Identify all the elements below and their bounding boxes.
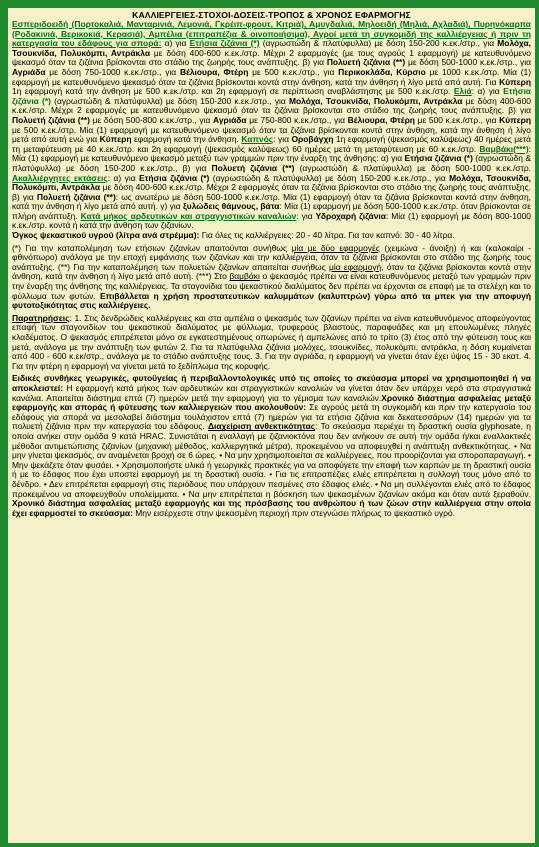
weed-xylodeis: ξυλώδεις θάμνους, βάτα: [183, 201, 280, 212]
weed-annual: Ετήσια ζιζάνια (*): [404, 153, 473, 164]
notes-section: [12, 244, 531, 311]
weed-kyperi: Κύπερη: [499, 114, 531, 125]
weed-agriada: Αγριάδα: [213, 114, 247, 125]
text: 1η εφαρμογή κατά την άνθηση με 500 κ.εκ./στρ. και 2η εφαρμογή σε περίπτωση αναβλάστησης με 500 κ.εκ./στρ.: [12, 86, 454, 97]
text: με δόση 500-1000 κ.εκ./στρ., για: [405, 57, 531, 68]
text: με δόση 750-1000 κ.εκ./στρ., για: [45, 66, 180, 77]
weed-names: Μολόχα, Τσουκνίδα, Πολυκόμπι, Αντράκλα: [12, 38, 531, 58]
text: , όταν τα ζιζάνια βρίσκονται κοντά στην άνθηση, κατά την άνθηση ή λίγο μετά από αυτή. (***) Στο: [12, 261, 531, 282]
text: (αγρωστώδη & πλατύφυλλα) με δόση 150-200 κ.εκ./στρ., για: [259, 38, 498, 49]
text: Μην εισέρχεστε στην ψεκασμένη περιοχή πριν στεγνώσει πλήρως το ψεκαστικό υγρό.: [132, 507, 455, 518]
weed-kyperi: Κύπερη: [499, 76, 531, 87]
crop-akalliergites: Ακαλλιέργητες εκτάσεις: [12, 172, 108, 183]
text: (αγρωστώδη & πλατύφυλλα) με δόση 150-200 κ.εκ./στρ., για: [50, 95, 289, 106]
text: α) για: [161, 38, 190, 49]
weed-perennial: Πολυετή ζιζάνια (**): [211, 162, 295, 173]
text: : ως ανωτέρω με δόση 500-1000 κ.εκ./στρ. Μία (1) εφαρμογή όταν τα ζιζάνια βρίσκονται κοντά στην άνθηση, κατά την άνθηση ή λίγο μετά από αυτή. γ) για: [12, 191, 531, 212]
text: (αγρωστώδη & πλατύφυλλα) με δόση 150-200 κ.εκ./στρ., για: [209, 172, 450, 183]
text: : Μία (1) εφαρμογή με κατευθυνόμενο ψεκασμό μεταξύ των γραμμών πριν την έναρξη της άνθησης: α) για: [12, 143, 531, 164]
weed-perennial: Πολυετή ζιζάνια (**): [36, 191, 116, 202]
text: : Μία (1) εφαρμογή με δόση 800-1000 κ.εκ./στρ. κοντά ή κατά την άνθηση των ζιζανίων.: [12, 210, 531, 231]
page-title: ΚΑΛΛΙΕΡΓΕΙΕΣ-ΣΤΟΧΟΙ-ΔΟΣΕΙΣ-ΤΡΟΠΟΣ & ΧΡΟΝΟΣ ΕΦΑΡΜΟΓΗΣ: [132, 10, 411, 20]
text: : Το σκεύασμα περιέχει τη δραστική ουσία glyphosate, η οποία ανήκει στην ομάδα 9 κατά HRAC. Συνιστάται η εναλλαγή με ζιζανιοκτόνα που δεν ανήκουν σε αυτή την ομάδα ή/και εναλλακτικές μέθοδοι αντιμετώπισης ζιζανίων (μηχανική μέθοδος, καλλιεργητικά μέτρα), προκειμένου να αποφευχθεί η ανάπτυξη ανθεκτικότητας. • Να μην γίνεται ψεκασμός, αν αναμένεται βροχή σε 6 ώρες. • Να μην χρησιμοποιείται σε καλλιέργειες, που προορίζονται για σποροπαραγωγή. • Μην ψεκάζετε όταν φυσάει. • Χρησιμοποιήστε υλικά ή γεωργικές πρακτικές για να αποφύγετε την επαφή των καρπών με τη δραστική ουσία ή με το έδαφος που έχει υποστεί εφαρμογή με τη δραστική ουσία. • Για τις επιτραπέζιες ελιές επιτρέπεται η συλλογή τους μόνο από το δένδρο. • Δεν επιτρέπεται εφαρμογή στις περιόδους που υπάρχουν πεσμένες στο έδαφος ελιές. • Να μη συλλέγονται ελιές από το έδαφος προκειμένου να αποφευχθούν υπολείμματα. • Να μην επιτρέπεται η βόσκηση των ψεκασμένων ζιζανίων ακόμα και όταν αυτά ξεραθούν.: [12, 421, 531, 499]
text: : για: [273, 134, 292, 145]
crop-elia: Ελιά: [453, 86, 472, 97]
label-panel: [8, 8, 535, 843]
text: με 500 κ.εκ./στρ., για: [248, 66, 339, 77]
crop-kapnos: Καπνός: [241, 134, 274, 145]
weed-agriada: Αγριάδα: [12, 66, 46, 77]
label-body: [12, 20, 531, 518]
text: : α) για: [471, 86, 504, 97]
weed-perennial: Πολυετή ζιζάνια (**): [326, 57, 406, 68]
text: με 500 κ.εκ./στρ., για: [414, 114, 500, 125]
text: 1η εφαρμογή (ψεκασμός καλύψεως) 40 ημέρες μετά τη μεταφύτευση με 40 κ.εκ./στρ. και 2η εφαρμογή (ψεκασμός καλύψεως) 60 ημέρες μετά τη μεταφύτευση με 60 κ.εκ./στρ.: [12, 134, 532, 154]
text: ο ψεκασμός πρέπει να είναι κατευθυνόμενος μεταξύ των γραμμών πριν την έναρξη της άνθησης της καλλιέργειας. Τα σταγονίδια του ψεκαστικού διαλύματος δεν πρέπει να έρχονται σε επαφή με τα στελέχη και το φύλλωμα των φυτών.: [12, 271, 531, 301]
special-label: Ειδικές συνθήκες γεωργικές, φυτοϋγείας ή περιβαλλοντολογικές υπό τις οποίες το σκεύασμα μπορεί να χρησιμοποιηθεί ή να αποκλειστεί:: [12, 373, 531, 393]
text: μία εφαρμογή: [328, 261, 382, 272]
weed-annual: Ετήσια ζιζάνια (*): [12, 86, 531, 106]
text: με 750-800 κ.εκ./στρ., για: [246, 114, 348, 125]
text: (αγρωστώδη & πλατύφυλλα) με δόση 150-200 κ.εκ./στρ., β) για: [12, 153, 531, 173]
remarks-section: [12, 314, 531, 372]
weed-annual: Ετήσια ζιζάνια (*): [138, 172, 210, 183]
text: με 500 κ.εκ./στρ. Μία (1) εφαρμογή με κατευθυνόμενο ψεκασμό όταν τα ζιζάνια βρίσκονται κοντά στην άνθηση, κατά την άνθηση ή λίγο μετά από αυτή ενώ για: [12, 124, 531, 145]
text: Σε αγρούς μετά τη συγκομιδή και πριν την κατεργασία του εδάφους για σπορά να μεσολαβεί διάστημα τουλάχιστον επτά (7) ημερών για τα ετήσια ζιζάνια και δεκατεσσάρων (14) ημερών για τα πολυετή ζιζάνια πριν την κατεργασία του εδάφους.: [12, 402, 531, 432]
weed-names: Μολόχα, Τσουκνίδα, Πολυκόμπι, Αντράκλα: [289, 95, 463, 106]
special-conditions-section: [12, 374, 531, 518]
text: (*) Για την καταπολέμηση των ετήσιων ζιζανίων απαιτούνται συνήθως: [12, 242, 292, 253]
spray-volume-label: Όγκος ψεκαστικού υγρού (λίτρα ανά στρέμμα):: [12, 230, 200, 241]
text: μία με δύο εφαρμογές: [291, 242, 380, 253]
text: με δόση 400-600 κ.εκ./στρ. Μέχρι 2 εφαρμογές με κατευθυνόμενο ψεκασμό όταν τα ζιζάνια βρίσκονται στο στάδιο της ζωηρής τους ανάπτυξης. β) για: [12, 95, 531, 116]
text: : α) για: [107, 172, 139, 183]
resistance-label: Διαχείριση ανθεκτικότητας: [207, 421, 316, 432]
notes-warning: Επιβάλλεται η χρήση προστατευτικών καλυμμάτων (καλυπτρών) γύρω από τα μπεκ για την αποφυγή φυτοτοξικότητας στις καλλιέργειες.: [12, 290, 531, 311]
text: : Μία (1) εφαρμογή με δόση 500-1000 κ.εκ./στρ. όταν βρίσκονται σε πλήρη ανάπτυξη.: [12, 201, 531, 221]
interval-label: Χρονικό διάστημα ασφαλείας μεταξύ εφαρμογής και σποράς ή φύτευσης των καλλιεργειών που ακολουθούν:: [12, 392, 531, 413]
crops-application-section: [12, 20, 531, 231]
crop-kanalia: Κατά μήκος αρδευτικών και στραγγιστικών καναλιών: [80, 210, 297, 221]
weed-ydrochara: Υδροχαρή ζιζάνια: [315, 210, 386, 221]
text: (χειμώνα - άνοιξη) ή και (καλοκαίρι - φθινόπωρο) ανάλογα με την εποχή εμφάνισης των ζιζανίων και την καλλιέργεια, όταν τα ζιζάνια βρίσκονται στο στάδιο της ζωηρής τους ανάπτυξης. (**) Για την καταπολέμηση των πολυετών ζιζανίων απαιτείται συνήθως: [12, 242, 531, 272]
weed-perikoklada: Περικοκλάδα, Κύρσιο: [338, 66, 426, 77]
weed-perennial: Πολυετή ζιζάνια (**): [12, 114, 90, 125]
weed-kyperi: Κύπερη: [99, 134, 132, 145]
text: με δόση 500-800 κ.εκ./στρ., για: [90, 114, 214, 125]
remarks-text: : 1. Στις δενδρώδεις καλλιέργειες και στα αμπέλια ο ψεκασμός των ζιζανίων πρέπει να είναι κατευθυνόμενος αποφεύγοντας επαφή των σταγονιδίων του ψεκαστικού διαλύματος με φύλλωμα, τρυφερούς βλαστούς, παραφυάδες και μη επουλωμένες πληγές κλαδέματος. Ο ψεκασμός επιτρέπεται μόνο σε εγκατεστημένους οπωρώνες ή αμπελώνες από το τρίτο (3) έτος από την φύτευση τους και μετά, ανάλογα με την ανάπτυξη των φυτών 2. Για τα πλατύφυλλα ζιζάνια μολόχες, τσουκνίδες, πολυκόμπι, αντράκλα, η δόση κυμαίνεται από 400 - 600 κ.εκ/στρ., ανάλογα με το στάδιο ανάπτυξης τους. 3. Για την αγριάδα, η εφαρμογή να γίνεται όταν έχει ύψος 15 - 30 εκατ. 4. Για την φτέρη η εφαρμογή να γίνεται μετά το ξεδίπλωμα της κορυφής.: [12, 312, 531, 371]
remarks-label: Παρατηρήσεις: [12, 312, 70, 323]
weed-velioura: Βέλιουρα, Φτέρη: [347, 114, 415, 125]
spray-volume-text: Για όλες τις καλλιέργειες: 20 - 40 λίτρα. Για τον καπνό: 30 - 40 λίτρα.: [199, 230, 455, 241]
crop-vamvaki: Βαμβάκι(***): [479, 143, 529, 154]
reentry-label: Χρονικό διάστημα ασφαλείας μεταξύ εφαρμογής και της πρόσβασης του ανθρώπου ή των ζώων στην καλλιέργεια στην οποία έχει εφαρμοστεί το σκεύασμα:: [12, 498, 531, 518]
weed-annual: Ετήσια ζιζάνια (*): [189, 38, 260, 49]
text: με δόση 400-600 κ.εκ./στρ. Μέχρι 2 εφαρμογές όταν τα ζιζάνια βρίσκονται στο στάδιο της ζωηρής τους ανάπτυξης. β) για: [12, 182, 531, 202]
text: βαμβάκι: [229, 271, 260, 282]
weed-velioura: Βέλιουρα, Φτέρη: [179, 66, 249, 77]
weed-names: Μολόχα, Τσουκνίδα, Πολυκόμπι, Αντράκλα: [12, 172, 531, 193]
text: με 1000 κ.εκ./στρ. Μία (1) εφαρμογή με κατευθυνόμενο ψεκασμό όταν τα ζιζάνια βρίσκονται κοντά στην άνθηση, κατά την άνθηση ή λίγο μετά από αυτή. Για: [12, 66, 532, 87]
text: με δόση 400-600 κ.εκ./στρ. Μέχρι 2 εφαρμογές (με τους αγρούς 1 εφαρμογή) με κατευθυνόμενο ψεκασμό όταν τα ζιζάνια βρίσκονται στο στάδιο της ζωηρής τους ανάπτυξης. β) για: [12, 47, 531, 68]
spray-volume-section: [12, 231, 531, 241]
text: : για: [296, 210, 316, 221]
text: (αγρωστώδη & πλατύφυλλα) με δόση 500-1000 κ.εκ./στρ.: [294, 162, 531, 173]
text: εφαρμογή κατά την άνθηση.: [131, 134, 242, 145]
weed-orovagxi: Οροβάγχη: [291, 134, 334, 145]
crop-list: Εσπεριδοειδή (Πορτοκαλιά, Μανταρινιά, Λεμονιά, Γκρέιπ-φρουτ, Κιτριά), Αμυγδαλιά, Μηλοειδή (Μηλιά, Αχλαδιά), Πυρηνόκαρπα (Ροδακινιά, Βερικοκιά, Κερασιά), Αμπέλια (επιτραπέζια & οινοποιήσιμα), Αγροί μετά τη συγκομιδή της καλλιέργειας ή πριν τη κατεργασία του εδάφους για σπορά:: [12, 19, 531, 49]
text: Η εφαρμογή κατά μήκος των αρδευτικών και στραγγιστικών καναλιών να γίνεται όταν δεν υπάρχει νερό στα στραγγιστικά κανάλια. Απαιτείται διάστημα επτά (7) ημερών μετά την εφαρμογή για το γέμισμα των καναλιών.: [12, 382, 531, 403]
